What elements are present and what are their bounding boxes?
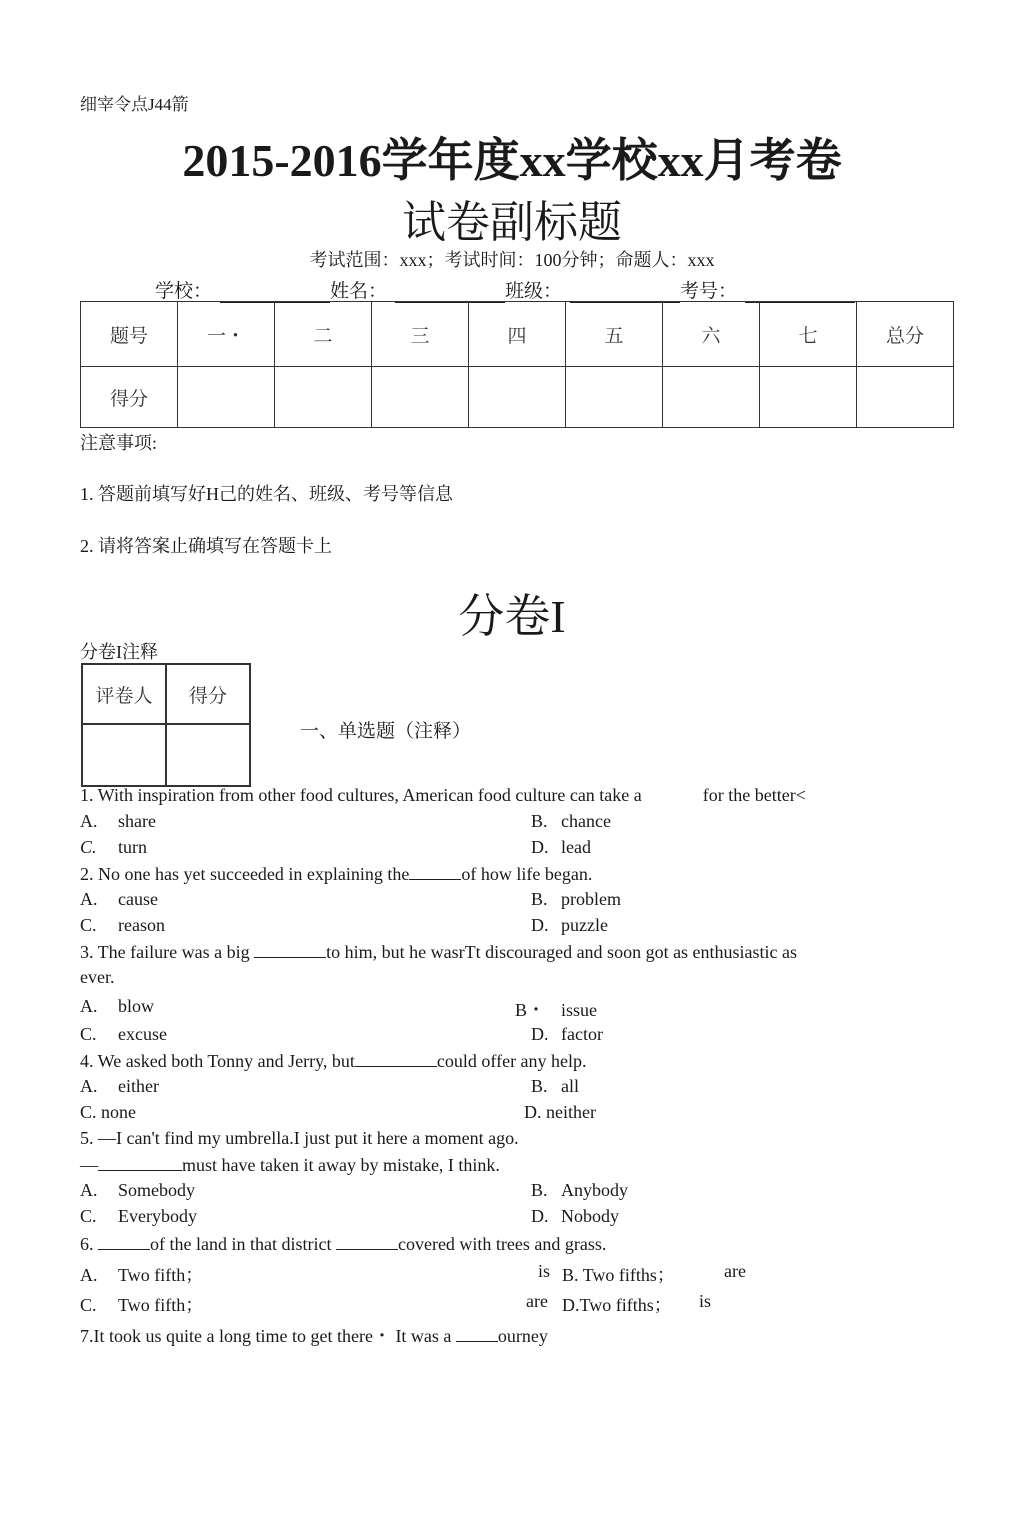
option-label: D. xyxy=(531,837,549,857)
q4-option-a xyxy=(80,1076,159,1097)
score-cell[interactable] xyxy=(566,367,663,428)
question-3-text: 3. The failure was a big xyxy=(80,942,250,962)
question-5-blank xyxy=(98,1154,182,1171)
class-blank xyxy=(570,282,680,303)
q2-option-a xyxy=(80,889,158,910)
score-header-cell: 五 xyxy=(566,302,663,367)
student-info-fields xyxy=(155,276,855,303)
score-cell[interactable] xyxy=(857,367,954,428)
header-note: 细宰令点J44箭 xyxy=(80,95,189,114)
name-blank xyxy=(395,282,505,303)
q6-option-b: B. Two fifths； xyxy=(562,1265,675,1285)
q6-option-c-verb: are xyxy=(526,1291,548,1311)
school-blank xyxy=(220,282,330,303)
q4-option-b xyxy=(531,1076,579,1097)
grader-score-cell[interactable] xyxy=(166,724,250,786)
q1-option-c xyxy=(80,837,147,858)
exam-title: 2015-2016学年度xx学校xx月考卷 xyxy=(182,135,842,186)
q6-option-a xyxy=(80,1261,203,1287)
question-5-dash: — xyxy=(80,1155,98,1175)
question-7-text: 7.It took us quite a long time to get there・ It was a xyxy=(80,1326,452,1346)
option-text: blow xyxy=(118,996,154,1016)
q2-option-b xyxy=(531,889,621,910)
q3-option-d xyxy=(531,1024,603,1045)
option-label: B. xyxy=(531,1076,548,1096)
option-text: Anybody xyxy=(561,1180,628,1200)
score-cell[interactable] xyxy=(760,367,857,428)
option-label: B. xyxy=(531,1180,548,1200)
option-label: B. xyxy=(531,811,548,831)
score-header-cell: 题号 xyxy=(81,302,178,367)
q1-option-a xyxy=(80,811,156,832)
option-label: D. xyxy=(531,915,549,935)
q6-option-d: D.Two fifths； xyxy=(562,1295,672,1315)
q5-option-a xyxy=(80,1180,195,1201)
option-label: C. xyxy=(80,1295,97,1315)
question-7-text-end: ourney xyxy=(497,1326,548,1346)
question-3-stem xyxy=(80,941,920,963)
q6-option-a-verb: is xyxy=(538,1261,551,1281)
score-table xyxy=(80,301,954,428)
option-text: puzzle xyxy=(561,915,608,935)
question-7-blank xyxy=(456,1325,498,1342)
question-3-stem-cont: ever. xyxy=(80,967,115,987)
option-label: A. xyxy=(80,1180,98,1200)
option-label: A. xyxy=(80,889,98,909)
question-2-blank xyxy=(409,863,461,880)
score-header-cell: 一・ xyxy=(178,302,275,367)
score-header-cell: 总分 xyxy=(857,302,954,367)
score-cell[interactable] xyxy=(663,367,760,428)
exam-number-blank xyxy=(745,282,855,303)
question-6-number: 6. xyxy=(80,1234,94,1254)
score-cell[interactable] xyxy=(275,367,372,428)
question-4-text: 4. We asked both Tonny and Jerry, but xyxy=(80,1051,355,1071)
q2-option-c xyxy=(80,915,165,936)
question-1-stem xyxy=(80,785,920,806)
option-text: Somebody xyxy=(118,1180,196,1200)
part-heading: 一、单选题（注释） xyxy=(300,721,472,742)
grader-input-row xyxy=(82,724,250,786)
option-label: B・ xyxy=(515,1000,546,1020)
option-text: excuse xyxy=(118,1024,167,1044)
option-text: share xyxy=(118,811,156,831)
grader-score-label: 得分 xyxy=(166,664,250,724)
question-6-stem xyxy=(80,1233,920,1255)
score-header-cell: 七 xyxy=(760,302,857,367)
question-2-text-end: of how life began. xyxy=(461,864,593,884)
option-text: factor xyxy=(561,1024,603,1044)
question-5-text-end: must have taken it away by mistake, I think. xyxy=(182,1155,500,1175)
option-label: C. xyxy=(80,1206,97,1226)
q2-option-d xyxy=(531,915,608,936)
option-text: turn xyxy=(118,837,147,857)
note-item: 1. 答题前填写好H己的姓名、班级、考号等信息 xyxy=(80,484,453,504)
question-2-text: 2. No one has yet succeeded in explaining the xyxy=(80,864,410,884)
score-row-label: 得分 xyxy=(81,367,178,428)
q4-option-d: D. neither xyxy=(524,1102,596,1122)
name-label: 姓名： xyxy=(330,281,388,302)
score-table-header-row xyxy=(81,302,954,367)
q6-option-d-verb: is xyxy=(699,1291,712,1311)
option-label: A. xyxy=(80,811,98,831)
question-3-text-mid: to him, but he wasrTt discouraged and soon got as enthusiastic as xyxy=(326,942,798,962)
question-5-stem-cont xyxy=(80,1154,920,1176)
option-label: D. xyxy=(531,1024,549,1044)
score-header-cell: 六 xyxy=(663,302,760,367)
class-field xyxy=(505,276,680,303)
option-label: A. xyxy=(80,1265,98,1285)
q4-option-c: C. none xyxy=(80,1102,136,1122)
exam-info: 考试范围：xxx；考试时间：100分钟；命题人：xxx xyxy=(309,250,715,270)
option-label: C. xyxy=(80,1024,97,1044)
option-text: reason xyxy=(118,915,165,935)
name-field xyxy=(330,276,505,303)
exam-number-label: 考号： xyxy=(680,281,738,302)
question-6-text-end: covered with trees and grass. xyxy=(397,1234,607,1254)
school-label: 学校： xyxy=(155,281,213,302)
q6-option-c xyxy=(80,1291,203,1317)
q5-option-b xyxy=(531,1180,628,1201)
score-cell[interactable] xyxy=(372,367,469,428)
q5-option-d xyxy=(531,1206,619,1227)
q3-option-c xyxy=(80,1024,167,1045)
score-header-cell: 三 xyxy=(372,302,469,367)
option-text: Nobody xyxy=(561,1206,619,1226)
q6-option-b-verb: are xyxy=(724,1261,746,1281)
exam-number-field xyxy=(680,276,855,303)
q3-option-a xyxy=(80,996,154,1017)
option-text: chance xyxy=(561,811,611,831)
school-field xyxy=(155,276,330,303)
q3-option-b xyxy=(515,996,597,1022)
option-text: Two fifth； xyxy=(118,1265,204,1285)
option-text: Two fifth； xyxy=(118,1295,204,1315)
grader-table xyxy=(81,663,251,787)
option-text: problem xyxy=(561,889,621,909)
question-4-text-end: could offer any help. xyxy=(436,1051,587,1071)
option-label: C. xyxy=(80,837,97,857)
question-6-blank-2 xyxy=(336,1233,398,1250)
score-table-score-row xyxy=(81,367,954,428)
option-text: Everybody xyxy=(118,1206,197,1226)
question-3-blank xyxy=(254,941,326,958)
option-text: cause xyxy=(118,889,158,909)
option-text: either xyxy=(118,1076,159,1096)
question-6-blank-1 xyxy=(98,1233,150,1250)
grader-header-row xyxy=(82,664,250,724)
option-text: all xyxy=(561,1076,579,1096)
question-5-stem: 5. —I can't find my umbrella.I just put it here a moment ago. xyxy=(80,1128,519,1148)
question-1-text: 1. With inspiration from other food cultures, American food culture can take a xyxy=(80,785,642,805)
option-label: D. xyxy=(531,1206,549,1226)
section-title: 分卷I xyxy=(458,591,566,642)
grader-cell[interactable] xyxy=(82,724,166,786)
question-2-stem xyxy=(80,863,920,885)
question-1-blank xyxy=(646,785,698,801)
score-cell[interactable] xyxy=(469,367,566,428)
grader-label: 评卷人 xyxy=(82,664,166,724)
notes-title: 注意事项: xyxy=(80,433,158,453)
question-4-blank xyxy=(355,1050,437,1067)
question-7-stem xyxy=(80,1322,920,1348)
question-4-stem xyxy=(80,1050,920,1072)
option-label: B. xyxy=(531,889,548,909)
option-text: issue xyxy=(561,1000,597,1020)
score-cell[interactable] xyxy=(178,367,275,428)
option-label: C. xyxy=(80,915,97,935)
score-header-cell: 二 xyxy=(275,302,372,367)
option-label: A. xyxy=(80,1076,98,1096)
class-label: 班级： xyxy=(505,281,563,302)
exam-subtitle: 试卷副标题 xyxy=(402,198,622,247)
question-1-text-end: for the better< xyxy=(702,785,806,805)
score-header-cell: 四 xyxy=(469,302,566,367)
option-label: A. xyxy=(80,996,98,1016)
q5-option-c xyxy=(80,1206,197,1227)
option-text: lead xyxy=(561,837,591,857)
note-item: 2. 请将答案止确填写在答题卡上 xyxy=(80,536,332,556)
q1-option-b xyxy=(531,811,611,832)
question-6-text-mid: of the land in that district xyxy=(150,1234,332,1254)
section-note: 分卷I注释 xyxy=(80,642,158,662)
q1-option-d xyxy=(531,837,591,858)
